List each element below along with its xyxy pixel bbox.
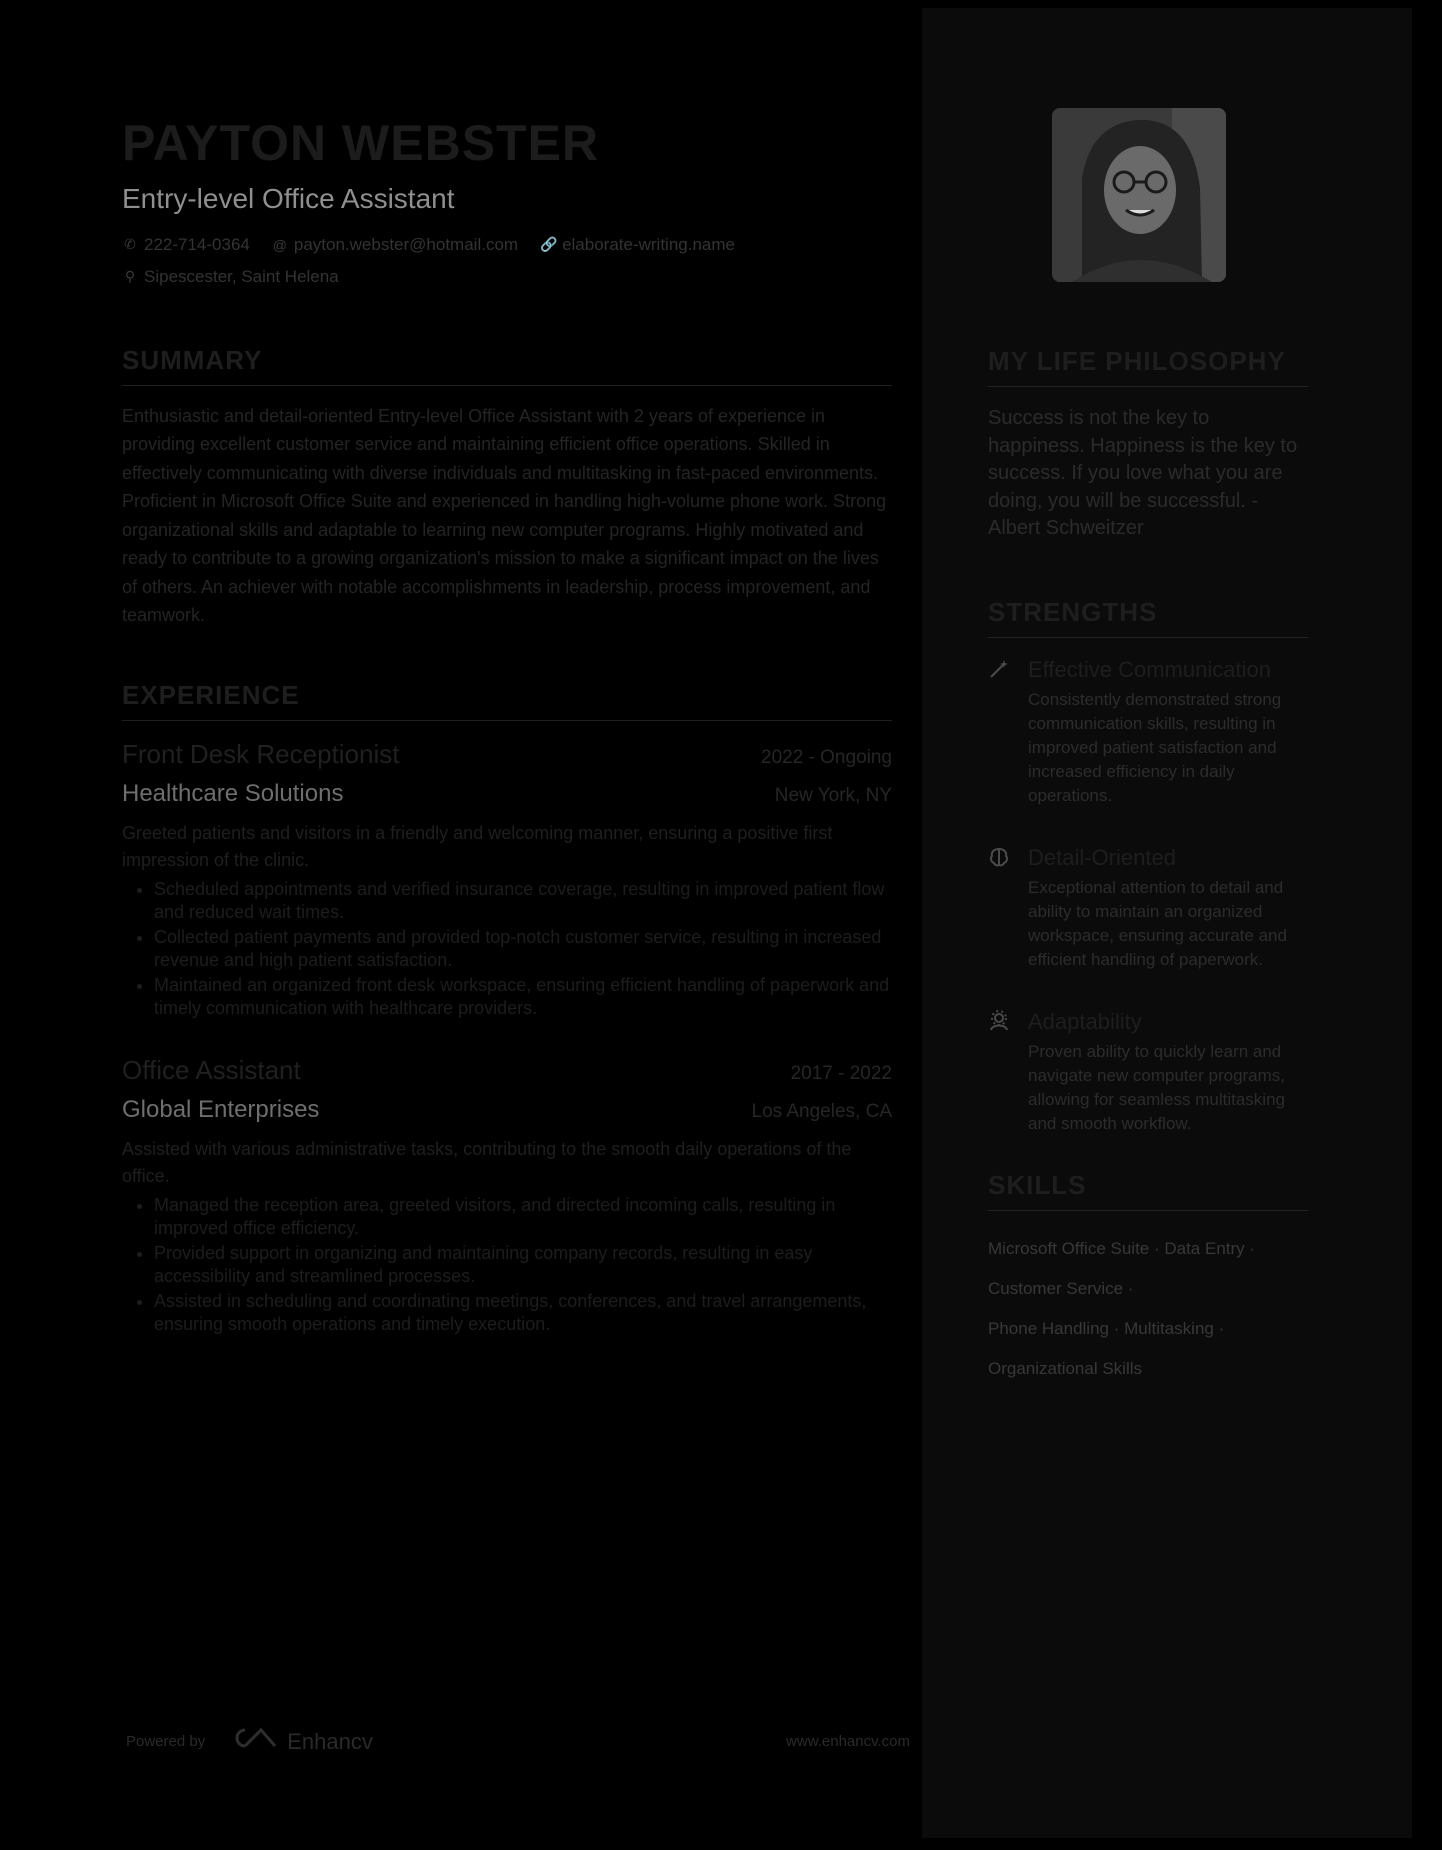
user-cog-icon	[988, 1008, 1014, 1136]
philosophy-title: MY LIFE PHILOSOPHY	[988, 346, 1286, 376]
main-column	[122, 115, 892, 1338]
brain-icon	[988, 844, 1014, 972]
job-date: 2022 - Ongoing	[761, 746, 892, 768]
strength-description: Consistently demonstrated strong communication skills, resulting in improved patient satisfaction and increased efficiency in daily operations.	[1028, 689, 1282, 805]
location-info	[122, 267, 892, 287]
link-icon: 🔗	[540, 236, 558, 253]
footer-site-link[interactable]: www.enhancv.com	[786, 1733, 910, 1750]
strength-description: Exceptional attention to detail and ability to maintain an organized workspace, ensuring accurate and efficient handling of paperwork.	[1028, 877, 1287, 969]
website-contact[interactable]	[540, 235, 735, 255]
philosophy-section	[988, 348, 1308, 543]
strength-description: Proven ability to quickly learn and navigate new computer programs, allowing for seamless multitasking and smooth workflow.	[1028, 1041, 1286, 1133]
brand-name: Enhancv	[287, 1728, 373, 1754]
job-location: Los Angeles, CA	[751, 1100, 892, 1122]
sidebar-column	[922, 8, 1412, 1838]
candidate-role: Entry-level Office Assistant	[122, 183, 455, 214]
strength-item	[988, 656, 1308, 808]
at-icon: @	[272, 236, 287, 253]
job-date: 2017 - 2022	[790, 1062, 892, 1084]
section-divider	[988, 386, 1308, 387]
skills-line: Customer Service ·	[988, 1278, 1134, 1298]
brand-logo[interactable]	[231, 1726, 373, 1757]
job-bullet: • Managed the reception area, greeted visitors, and directed incoming calls, resulting in improved office efficiency.	[154, 1194, 892, 1241]
location-pin-icon: ⚲	[124, 268, 136, 285]
contact-info	[122, 235, 892, 255]
job-bullets	[122, 1194, 892, 1337]
philosophy-quote: Success is not the key to happiness. Happiness is the key to success. If you love what you are doing, you will be successful. - Albert Schweitzer	[988, 407, 1298, 539]
section-divider	[988, 1210, 1308, 1211]
strength-item	[988, 1008, 1308, 1136]
experience-section	[122, 679, 892, 1337]
skills-line: Phone Handling · Multitasking ·	[988, 1318, 1225, 1338]
powered-by	[126, 1726, 373, 1757]
website-text: elaborate-writing.name	[562, 234, 735, 254]
strengths-title: STRENGTHS	[988, 596, 1158, 627]
summary-title: SUMMARY	[122, 344, 263, 375]
skills-line: Organizational Skills	[988, 1358, 1143, 1378]
job-entry	[122, 739, 892, 1021]
resume-footer	[126, 1726, 910, 1757]
phone-text: 222-714-0364	[144, 234, 250, 254]
job-description: Assisted with various administrative tasks, contributing to the smooth daily operations of the office.	[122, 1138, 852, 1186]
job-bullet: • Collected patient payments and provided top-notch customer service, resulting in increased revenue and high patient satisfaction.	[154, 926, 892, 973]
sidebar-content	[988, 348, 1308, 1389]
job-bullets	[122, 878, 892, 1021]
section-divider	[122, 720, 892, 721]
location-text: Sipescester, Saint Helena	[144, 266, 339, 286]
summary-section	[122, 344, 892, 630]
email-text: payton.webster@hotmail.com	[293, 234, 519, 254]
job-bullet: • Assisted in scheduling and coordinating meetings, conferences, and travel arrangements, ensuring smooth operations and timely execution.	[154, 1290, 892, 1337]
summary-text: Enthusiastic and detail-oriented Entry-level Office Assistant with 2 years of experience in providing excellent customer service and maintaining efficient office operations. Skilled in effectively communicating with diverse individuals and multitasking in fast-paced environments. Proficient in Microsoft Office Suite and experienced in handling high-volume phone work. Strong organizational skills and adaptable to learning new computer programs. Highly motivated and ready to contribute to a growing organization's mission to make a significant impact on the lives of others. An achiever with notable accomplishments in leadership, process improvement, and teamwork.	[122, 405, 887, 626]
job-company: Global Enterprises	[122, 1095, 320, 1123]
strengths-section	[988, 596, 1308, 1136]
job-bullet: • Provided support in organizing and maintaining company records, resulting in easy accessibility and streamlined processes.	[154, 1242, 892, 1289]
skills-line: Microsoft Office Suite · Data Entry ·	[988, 1238, 1256, 1258]
section-divider	[988, 637, 1308, 638]
job-location: New York, NY	[774, 784, 892, 806]
job-description: Greeted patients and visitors in a friendly and welcoming manner, ensuring a positive first impression of the clinic.	[122, 822, 833, 870]
strength-item	[988, 844, 1308, 972]
email-contact[interactable]	[272, 235, 518, 255]
section-divider	[122, 385, 892, 386]
magic-wand-icon	[988, 656, 1014, 808]
job-title: Office Assistant	[122, 1054, 301, 1085]
experience-title: EXPERIENCE	[122, 679, 300, 710]
candidate-name: PAYTON WEBSTER	[122, 115, 600, 171]
strength-title: Adaptability	[1028, 1008, 1142, 1034]
location-contact	[122, 267, 339, 287]
job-bullet: • Scheduled appointments and verified insurance coverage, resulting in improved patient flow and reduced wait times.	[154, 878, 892, 925]
job-entry	[122, 1055, 892, 1337]
profile-photo	[1052, 108, 1226, 282]
strength-title: Effective Communication	[1028, 656, 1271, 682]
skills-section	[988, 1169, 1308, 1389]
phone-contact[interactable]	[122, 235, 250, 255]
job-title: Front Desk Receptionist	[122, 738, 400, 769]
strength-title: Detail-Oriented	[1028, 844, 1176, 870]
job-company: Healthcare Solutions	[122, 779, 344, 807]
phone-icon: ✆	[124, 236, 136, 253]
enhancv-logo-icon	[231, 1726, 277, 1757]
powered-by-label: Powered by	[126, 1733, 206, 1750]
job-bullet: • Maintained an organized front desk workspace, ensuring efficient handling of paperwork and timely communication with healthcare providers.	[154, 974, 892, 1021]
skills-title: SKILLS	[988, 1169, 1087, 1200]
